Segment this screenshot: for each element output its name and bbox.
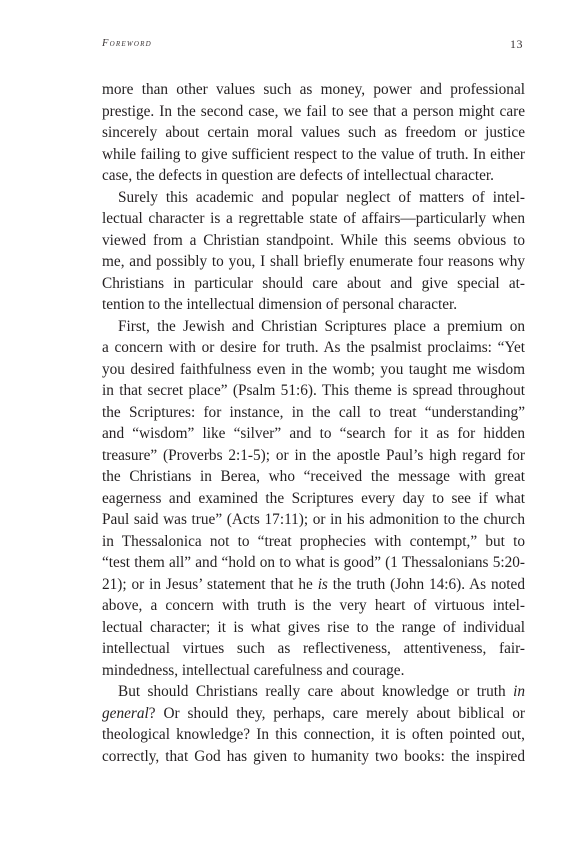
text-line: correctly, that God has given to humanity two books: the inspired <box>102 747 525 765</box>
text-line: sincerely about certain moral values such as freedom or justice <box>102 124 525 141</box>
text-line: intellectual virtues such as reflectiveness, attentiveness, fair- <box>102 640 525 657</box>
text-line: lectual character is a regrettable state of affairs—particularly when <box>102 210 525 227</box>
paragraph-1 <box>102 79 525 187</box>
paragraph-4 <box>102 681 525 767</box>
text-line: Paul said was true” (Acts 17:11); or in his admonition to the church <box>102 511 525 528</box>
text-line: Surely this academic and popular neglect of matters of intel- <box>118 188 525 206</box>
text-line: you desired faithfulness even in the womb; you taught me wisdom <box>102 360 525 378</box>
paragraph-2 <box>102 187 525 316</box>
text-line: case, the defects in question are defects of intellectual character. <box>102 167 494 184</box>
italic-emphasis: general <box>102 704 149 722</box>
text-line: theological knowledge? In this connection, it is often pointed out, <box>102 726 525 743</box>
text-line: mindedness, intellectual carefulness and courage. <box>102 661 405 679</box>
text-line-with-italic: 21); or in Jesus’ statement that he is the truth (John 14:6). As noted <box>102 575 525 593</box>
text-line: Christians in particular should care about and give special at- <box>102 274 525 292</box>
text-line: eagerness and examined the Scriptures every day to see if what <box>102 489 525 507</box>
text-line: above, a concern with truth is the very heart of virtuous intel- <box>102 597 525 614</box>
page-number: 13 <box>510 37 523 51</box>
text-line: me, and possibly to you, I shall briefly enumerate four reasons why <box>102 253 525 270</box>
running-title: Foreword <box>102 38 152 49</box>
text-line: the Scriptures: for instance, in the call to treat “understanding” <box>102 403 525 421</box>
text-line: “test them all” and “hold on to what is good” (1 Thessalonians 5:20- <box>102 554 525 571</box>
text-line: tention to the intellectual dimension of personal character. <box>102 296 458 313</box>
text-line: more than other values such as money, power and professional <box>102 81 525 98</box>
text-line: prestige. In the second case, we fail to see that a person might care <box>102 102 525 120</box>
text-line: in Thessalonica not to “treat prophecies with contempt,” but to <box>102 532 525 550</box>
text-line: while failing to give sufficient respect to the value of truth. In either <box>102 145 525 163</box>
running-head <box>102 38 525 52</box>
text-line: lectual character; it is what gives rise to the range of individual <box>102 618 525 636</box>
text-line: the Christians in Berea, who “received the message with great <box>102 468 525 485</box>
text-line: in that secret place” (Psalm 51:6). This theme is spread throughout <box>102 382 525 399</box>
text-line-with-italic: general? Or should they, perhaps, care merely about biblical or <box>102 704 525 722</box>
paragraph-3 <box>102 316 525 682</box>
text-line: treasure” (Proverbs 2:1-5); or in the apostle Paul’s high regard for <box>102 446 525 464</box>
text-line: First, the Jewish and Christian Scriptures place a premium on <box>118 317 525 335</box>
italic-emphasis: is <box>317 575 328 593</box>
text-line-with-italic: But should Christians really care about knowledge or truth in <box>118 683 525 700</box>
text-line: a concern with or desire for truth. As the psalmist proclaims: “Yet <box>102 339 525 356</box>
text-line: and “wisdom” like “silver” and to “search for it as for hidden <box>102 425 525 442</box>
text-line: viewed from a Christian standpoint. While this seems obvious to <box>102 231 525 249</box>
italic-emphasis: in <box>513 683 525 700</box>
body-text <box>102 79 525 767</box>
